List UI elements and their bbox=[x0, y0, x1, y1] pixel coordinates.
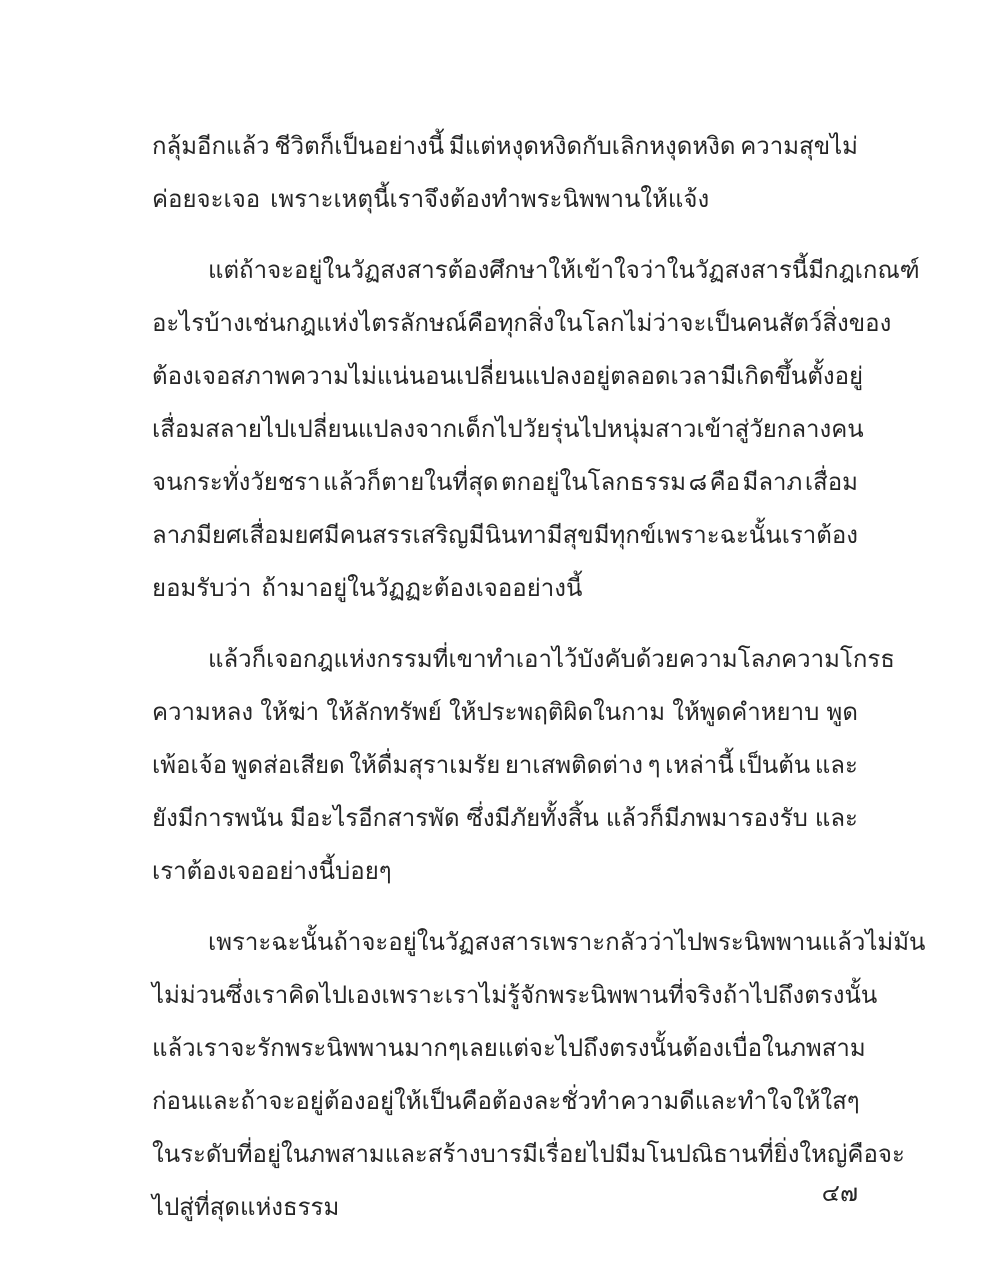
word: ยอมรับว่า bbox=[152, 574, 252, 602]
word: ให้ลักทรัพย์ bbox=[326, 698, 442, 726]
word: ที่จริงถ้าไปถึงตรงนั้น bbox=[668, 981, 878, 1009]
text-line bbox=[152, 1128, 905, 1181]
word: สิ่งของ bbox=[822, 309, 892, 337]
word: และ bbox=[814, 804, 858, 832]
word: ยังมีการพนัน bbox=[152, 804, 284, 832]
word: ยาเสพติดต่าง bbox=[504, 751, 644, 779]
word: กลุ้มอีกแล้ว bbox=[152, 132, 270, 160]
word: ในวัฏสงสารนี้มีกฎเกณฑ์ bbox=[666, 256, 920, 284]
word: ถ้าจะอยู่ในวัฏสงสาร bbox=[333, 928, 542, 956]
word: ๆ bbox=[647, 751, 661, 779]
word: และ bbox=[814, 751, 858, 779]
word: เสื่อม bbox=[804, 468, 858, 496]
word: กฎแห่งไตรลักษณ์ bbox=[285, 309, 468, 337]
word: เพราะเราไม่รู้จักพระนิพพาน bbox=[381, 981, 669, 1009]
text-line bbox=[152, 244, 920, 297]
text-line bbox=[152, 845, 858, 898]
text-line bbox=[152, 456, 858, 509]
word: มีสุข bbox=[546, 521, 594, 549]
word: ให้ประพฤติผิดในกาม bbox=[448, 698, 666, 726]
word: เพ้อเจ้อ bbox=[152, 751, 228, 779]
word: ซึ่งเราคิดไปเอง bbox=[225, 981, 382, 1009]
word: พูดส่อเสียด bbox=[231, 751, 345, 779]
word: เพราะฉะนั้นเราต้อง bbox=[656, 521, 858, 549]
word: มีอะไรอีกสารพัด bbox=[290, 804, 460, 832]
word: ให้ฆ่า bbox=[260, 698, 320, 726]
word: จนกระทั่งวัยชรา bbox=[152, 468, 321, 496]
word: ๆ bbox=[846, 1087, 860, 1115]
word: เพราะเหตุนี้เราจึงต้องทำพระนิพพานให้แจ้ง bbox=[270, 185, 710, 213]
word: ความสุขไม่ bbox=[740, 132, 858, 160]
text-line bbox=[152, 1022, 866, 1075]
word: มีนินทา bbox=[468, 521, 547, 549]
word: มีเกิดขึ้น bbox=[720, 362, 808, 390]
word: เพราะฉะนั้น bbox=[208, 928, 334, 956]
text-line bbox=[152, 1075, 858, 1128]
word: ต้องเจอสภาพความไม่แน่นอน bbox=[152, 362, 456, 390]
word: ๘ bbox=[688, 468, 708, 496]
word: พูด bbox=[826, 698, 858, 726]
word: ความโกรธ bbox=[781, 645, 895, 673]
text-line bbox=[152, 739, 858, 792]
word: คือ bbox=[461, 1087, 492, 1115]
word: สัตว์ bbox=[778, 309, 823, 337]
word: ตกอยู่ในโลกธรรม bbox=[500, 468, 687, 496]
word: ให้พูดคำหยาบ bbox=[672, 698, 820, 726]
word: มีลาภ bbox=[742, 468, 803, 496]
word: ค่อยจะเจอ bbox=[152, 185, 261, 213]
word: เปลี่ยนแปลงอยู่ตลอดเวลา bbox=[455, 362, 721, 390]
word: ลาภ bbox=[152, 521, 197, 549]
paragraph-2 bbox=[152, 244, 920, 615]
word: คือ bbox=[467, 309, 498, 337]
word: ในระดับที่อยู่ในภพสามและสร้างบารมีเรื่อยไป bbox=[152, 1140, 615, 1168]
word: มียศ bbox=[196, 521, 242, 549]
word: ความหลง bbox=[152, 698, 254, 726]
word: ชีวิตก็เป็นอย่างนี้ bbox=[274, 132, 445, 160]
paragraph-4 bbox=[152, 916, 926, 1234]
word: ทุกสิ่งในโลกไม่ว่าจะเป็นคน bbox=[497, 309, 779, 337]
word: ไปสู่ที่สุดแห่งธรรม bbox=[152, 1193, 340, 1221]
word: มีทุกข์ bbox=[593, 521, 657, 549]
word: เสื่อมสลายไป bbox=[152, 415, 290, 443]
text-line bbox=[152, 792, 858, 845]
word: คือจะ bbox=[847, 1140, 905, 1168]
word: มีแต่หงุดหงิดกับเลิกหงุดหงิด bbox=[448, 132, 736, 160]
text-line bbox=[152, 686, 858, 739]
text-line bbox=[152, 120, 858, 173]
word: คือ bbox=[709, 468, 741, 496]
text-line bbox=[152, 297, 892, 350]
word: เปลี่ยนแปลงจากเด็กไปวัยรุ่น bbox=[289, 415, 580, 443]
text-line bbox=[152, 969, 878, 1022]
word: ๆ bbox=[447, 1034, 461, 1062]
word: เหล่านี้ bbox=[665, 751, 734, 779]
text-line bbox=[152, 1181, 858, 1234]
word: มีคนสรรเสริญ bbox=[323, 521, 469, 549]
text-line bbox=[152, 916, 926, 969]
paragraph-3 bbox=[152, 633, 895, 898]
word: ทำความดี bbox=[591, 1087, 695, 1115]
text-line bbox=[152, 403, 864, 456]
word: ต้องละชั่ว bbox=[491, 1087, 592, 1115]
word: ก่อน bbox=[152, 1087, 198, 1115]
word: เราต้องเจออย่างนี้บ่อยๆ bbox=[152, 857, 392, 885]
word: ไปหนุ่มสาว bbox=[579, 415, 697, 443]
word: เลย bbox=[460, 1034, 498, 1062]
text-line bbox=[152, 173, 858, 226]
body-text bbox=[152, 120, 926, 1234]
text-line bbox=[152, 350, 864, 403]
word: เราจะรักพระนิพพานมาก bbox=[195, 1034, 448, 1062]
page-number: ๔๗ bbox=[821, 1179, 858, 1207]
word: แต่ถ้าจะอยู่ในวัฏสงสารต้องศึกษาให้เข้าใจว่า bbox=[208, 256, 667, 284]
word: ซึ่งมีภัยทั้งสิ้น bbox=[466, 804, 599, 832]
text-line bbox=[152, 633, 895, 686]
word: เข้าสู่วัยกลางคน bbox=[696, 415, 864, 443]
word: ตั้งอยู่ bbox=[807, 362, 864, 390]
word: เพราะกลัวว่าไปพระนิพพานแล้วไม่มัน bbox=[541, 928, 926, 956]
word: และถ้าจะอยู่ต้องอยู่ให้เป็น bbox=[197, 1087, 462, 1115]
word: แล้วก็ตายในที่สุด bbox=[323, 468, 499, 496]
word: เสื่อมยศ bbox=[241, 521, 324, 549]
word: เช่น bbox=[244, 309, 286, 337]
word: อะไรบ้าง bbox=[152, 309, 245, 337]
word: และทำใจให้ใส bbox=[694, 1087, 847, 1115]
text-line bbox=[152, 509, 858, 562]
word: แล้ว bbox=[152, 1034, 196, 1062]
word: เป็นต้น bbox=[738, 751, 811, 779]
paragraph-1 bbox=[152, 120, 858, 226]
text-line bbox=[152, 562, 858, 615]
word: แล้วก็มีภพมารองรับ bbox=[605, 804, 808, 832]
word: แล้วก็เจอกฎแห่งกรรมที่เขาทำเอาไว้ bbox=[208, 645, 578, 673]
word: ถ้ามาอยู่ในวัฏฏะต้องเจออย่างนี้ bbox=[261, 574, 583, 602]
word: บังคับด้วยความโลภ bbox=[577, 645, 782, 673]
word: ไม่ม่วน bbox=[152, 981, 226, 1009]
word: มีมโนปณิธานที่ยิ่งใหญ่ bbox=[614, 1140, 848, 1168]
word: แต่จะไปถึงตรงนั้นต้องเบื่อในภพสาม bbox=[497, 1034, 866, 1062]
word: ให้ดื่มสุราเมรัย bbox=[349, 751, 501, 779]
